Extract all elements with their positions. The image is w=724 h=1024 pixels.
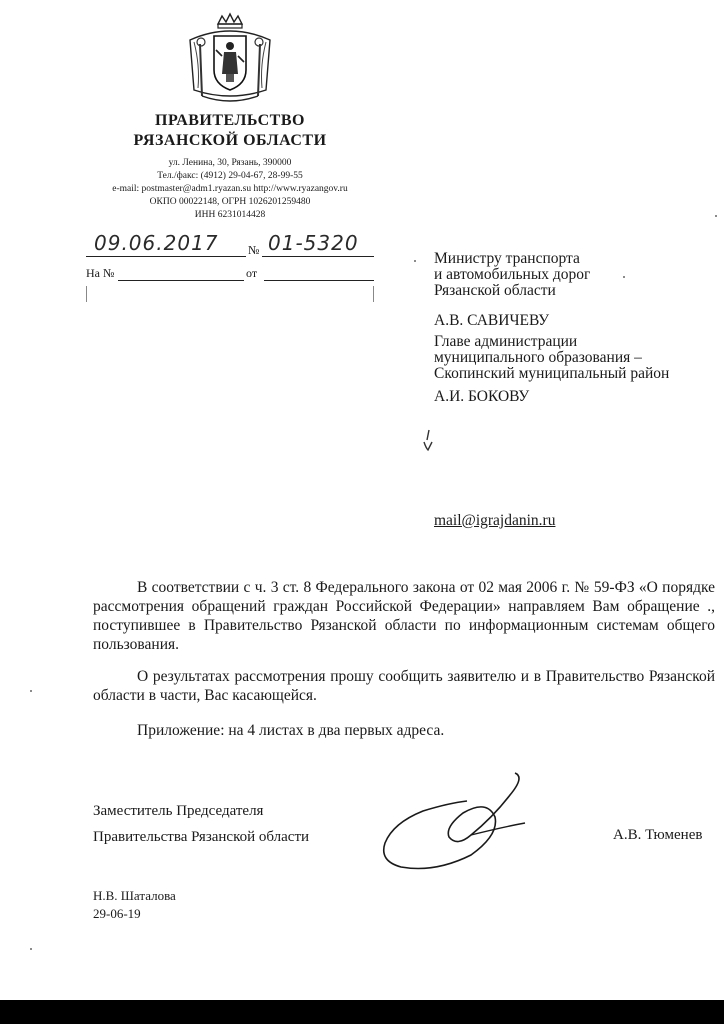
recipient1-name: А.В. САВИЧЕВУ bbox=[434, 312, 550, 329]
recipient-email[interactable]: mail@igrajdanin.ru bbox=[434, 512, 556, 529]
recipient1-line1: Министру транспорта bbox=[434, 250, 580, 267]
reply-from-label: от bbox=[246, 266, 258, 280]
org-address: ул. Ленина, 30, Рязань, 390000 bbox=[168, 158, 292, 168]
org-name-line2: РЯЗАНСКОЙ ОБЛАСТИ bbox=[133, 132, 327, 149]
body-paragraph-1: В соответствии с ч. 3 ст. 8 Федерального закона от 02 мая 2006 г. № 59-ФЗ «О порядке рассмотрения обращений граждан Российской Федерации» направляем Вам обращение ., поступившее в Правительство Рязанской области по информационным системам общего пользования. bbox=[93, 579, 715, 653]
org-name-line1: ПРАВИТЕЛЬСТВО bbox=[155, 112, 305, 129]
signer-title-line1: Заместитель Председателя bbox=[93, 803, 264, 819]
recipient1-line2: и автомобильных дорог bbox=[434, 266, 591, 283]
handwritten-signature bbox=[375, 765, 545, 875]
executor-phone: 29-06-19 bbox=[93, 906, 141, 921]
org-inn: ИНН 6231014428 bbox=[194, 210, 266, 220]
org-email-web: e-mail: postmaster@adm1.ryazan.su http://www.ryazangov.ru bbox=[112, 184, 348, 194]
recipient1-line3: Рязанской области bbox=[434, 282, 556, 299]
scan-border bbox=[0, 1000, 724, 1024]
org-okpo: ОКПО 00022148, ОГРН 1026201259480 bbox=[149, 197, 311, 207]
signer-title-line2: Правительства Рязанской области bbox=[93, 829, 310, 845]
executor-name: Н.В. Шаталова bbox=[93, 888, 176, 903]
registration-date: 09.06.2017 bbox=[94, 231, 219, 255]
registration-number: 01-5320 bbox=[268, 231, 359, 255]
signer-name: А.В. Тюменев bbox=[613, 827, 703, 843]
registration-number-label: № bbox=[248, 243, 260, 257]
ryazan-coat-of-arms-icon bbox=[180, 10, 280, 108]
recipient2-line3: Скопинский муниципальный район bbox=[434, 365, 670, 382]
org-phone: Тел./факс: (4912) 29-04-67, 28-99-55 bbox=[157, 171, 303, 181]
body-paragraph-2: О результатах рассмотрения прошу сообщить заявителю и в Правительство Рязанской области в части, Вас касающейся. bbox=[93, 668, 715, 704]
recipient2-name: А.И. БОКОВУ bbox=[434, 388, 530, 405]
recipient2-line1: Главе администрации bbox=[434, 333, 578, 350]
pen-tick-mark bbox=[420, 428, 436, 454]
recipient2-line2: муниципального образования – bbox=[434, 349, 642, 366]
body-attachment: Приложение: на 4 листах в два первых адреса. bbox=[137, 722, 445, 739]
reply-number-label: На № bbox=[86, 266, 115, 280]
